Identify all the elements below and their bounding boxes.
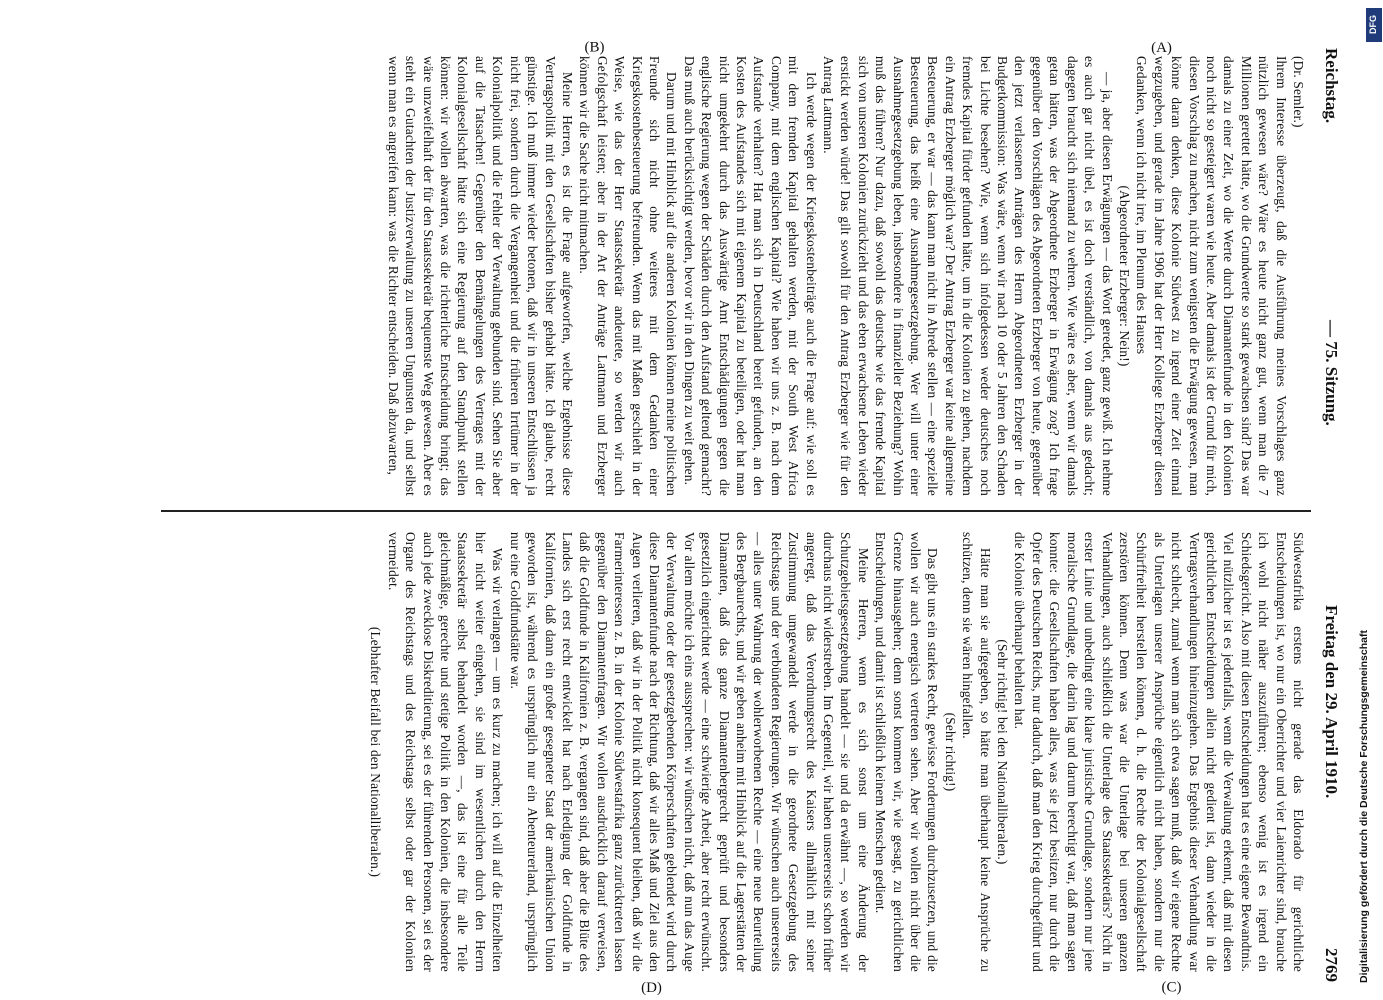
digitization-note-text: Digitalisierung gefördert durch die Deutsche Forschungsgemeinschaft: [1358, 630, 1370, 983]
running-head-center: — 75. Sitzung.: [1322, 320, 1341, 426]
running-head-date: Freitag den 29. April 1910.: [1322, 605, 1341, 799]
margin-marker-c: (C): [1161, 979, 1182, 996]
right-column: [367, 532, 1307, 972]
paragraph: Ihrem Interesse überzeugt, daß die Ausführung meines Vorschlages ganz nützlich gewesen wäre? Wäre es heute nicht ganz gut, wenn man die 7 Millionen gerettet hätte, wo die Grundwerte so stark gewachsen sind? Das war damals zu einer Zeit, wo die Werte durch Diamantenfunde in den Kolonien noch nicht so gesteigert waren wie heute. Aber damals ist der Grund für mich, diesen Vorschlag zu machen, nicht zum wenigsten die Erwägung gewesen, man könne daran denken, diese Kolonie Südwest zu irgend einer Zeit einmal wegzugeben, und gerade im Jahre 1906 hat der Herr Kollege Erzberger diesen Gedanken, wenn ich nicht irre, im Plenum des Hauses: [1134, 56, 1289, 496]
paragraph: Hätte man sie aufgegeben, so hätte man überhaupt keine Ansprüche zu schützen, denn sie wären hingefallen.: [960, 532, 993, 972]
column-divider: [161, 510, 1311, 512]
interjection: (Lebhafter Beifall bei den Nationalliberalen.): [368, 626, 384, 878]
paragraph: Darum und mit Hinblick auf die anderen Kolonien können meine politischen Freunde sich nicht ohne weiteres mit dem Gedanken einer Kriegskostenbesteuerung befreunden. Wenn das mit Maßen geschieht in der Weise, wie das der Herr Staatssekretär andeutete, so werden wir auch Gefolgschaft leisten; aber in der Art der Anträge Lattmann und Erzberger können wir die Sache nicht mitmachen.: [577, 56, 680, 496]
paragraph: Was wir verlangen — um es kurz zu machen; ich will auf die Einzelheiten hier nicht weiter eingehen, sie sind im wesentlichen durch den Herrn Staatssekretär selbst behandelt worden —, das ist eine für alle Teile gleichmäßige, gerechte und stetige Politik in den Kolonien, die insbesondere auch jede zwecklose Diskreditierung, sei es der führenden Personen, sei es der Organe des Reichstags und des Reichstags selbst oder gar der Kolonien vermeidet.: [385, 532, 506, 972]
rotated-page: [55, 39, 1345, 996]
interjection: (Sehr richtig!): [942, 712, 958, 792]
margin-marker-b: (B): [584, 39, 605, 56]
speaker-label: (Dr. Semler.): [1291, 56, 1306, 128]
paragraph: Südwestafrika erstens nicht gerade das Eldorado für gerichtliche Entscheidungen ist, wo nur ein Oberrichter und vier Laienrichter sind, brauche ich wohl nicht näher auszuführen; ebenso wenig ist es irgend ein Schiedsgericht. Also mit diesen Entscheidungen hat es eine eigene Bewandtnis. Viel nützlicher ist es jedenfalls, wenn die Verwaltung erkennt, daß mit diesen gerichtlichen Entscheidungen allein nicht gedient ist, dann wieder in die Vertragsverhandlungen hineinzugehen. Das Ergebnis dieser Verhandlung war nicht schlecht, zumal wenn man sich etwa sagen muß, daß wir eigene Rechte als Unterlagen unserer Ansprüche eigentlich nicht haben, sondern nur die Schürffreiheit herstellen können, d. h. die Rechte der Kolonialgesellschaft zerstören können. Denn was war die Unterlage bei unseren ganzen Verhandlungen, auch schließlich die Unterlage des Staatssekretärs? Nicht in erster Linie und unbedingt eine klare juristische Grundlage, sondern nur jene moralische Grundlage, die darin lag und darum berechtigt war, daß man sagen konnte: die Gesellschaften haben alles, was sie jetzt besitzen, nur durch die Opfer des Deutschen Reichs, nur dadurch, daß man den Krieg durchgeführt und die Kolonie überhaupt behalten hat.: [1012, 532, 1306, 972]
interjection: (Abgeordneter Erzberger: Nein!): [1116, 185, 1132, 367]
page-number: 2769: [1322, 948, 1341, 982]
running-head: [1315, 40, 1345, 990]
paragraph: Ich werde wegen der Kriegskostenbeiträge auch die Frage auf: wie soll es mit dem fremden Kapital gehalten werden, mit der South West Africa Company, mit dem englischen Kapital? Wie haben wir uns z. B. nach dem Aufstande verhalten? Hat man sich in Deutschland bereit gefunden, an den Kosten des Aufstandes sich mit eigenem Kapital zu beteiligen, oder hat man nicht umgekehrt durch das Auswärtige Amt Entschädigungen gegen die englische Regierung wegen der Schäden durch den Aufstand geltend gemacht? Das muß auch berücksichtigt werden, bevor wir in den Dingen zu weit gehen.: [681, 56, 819, 496]
digitization-note: [1355, 8, 1383, 993]
dfg-logo: DFG: [1366, 8, 1382, 42]
margin-marker-d: (D): [641, 979, 662, 996]
margin-marker-a: (A): [1151, 39, 1172, 56]
paragraph: Meine Herren, es ist die Frage aufgeworfen, welche Ergebnisse diese Vertragspolitik mit den Gesellschaften bisher gehabt hätte. Ich glaube, recht günstige. Ich muß immer wieder betonen, daß wir in unseren Entschlüssen ja nicht frei, sondern durch die Vergangenheit und die früheren Irrtümer in der Kolonialpolitik und die Fehler der Verwaltung gebunden sind. Sehen Sie aber auf die Tatsachen! Gegenüber den Bemängelungen des Vertrages mit der Kolonialgesellschaft hätte sich eine Regierung auf den Standpunkt stellen können: wir wollen abwarten, was die richterliche Entscheidung bringt; das wäre unzweifelhaft der für den Staatssekretär bequemste Weg gewesen. Aber es steht ein Gutachten der Justizverwaltung zu unseren Ungunsten da, und selbst wenn man es angreifen kann: was die Richter entscheiden. Daß abzuwarten,: [385, 56, 575, 496]
paragraph: — ja, aber diesen Erwägungen — das Wort geredet, ganz gewiß. Ich nehme es auch gar nicht übel, es ist doch verständlich, von damals aus gedacht; dagegen braucht sich niemand zu wehren. Wie wäre es aber, wenn wir damals getan hätten, was der Abgeordnete Erzberger in Erwägung zog? Ich frage gegenüber den Vorschlägen des Abgeordneten Erzberger von heute, gegenüber den jetzt verlassenen Anträgen des Herrn Abgeordneten Erzberger in der Budgetkommission: Was wäre, wenn wir nach 10 oder 5 Jahren den Schaden bei Lichte besehen? Wie, wenn sich infolgedessen weder deutsches noch fremdes Kapital fürder gefunden hätte, um in die Kolonien zu gehen, nachdem ein Antrag Erzberger möglich war? Der Antrag Erzberger war keine allgemeine Besteuerung, er war — das kann man nicht in Abrede stellen — eine spezielle Besteuerung, das heißt eine Ausnahmegesetzgebung. Wer will unter einer Ausnahmegesetzgebung leben, insbesondere in finanzieller Beziehung? Wohin muß das führen? Nur dazu, daß sowohl das deutsche wie das fremde Kapital sich von unseren Kolonien zurückzieht und das eben erwachsene Leben wieder erstickt werden würde! Das gilt sowohl für den Antrag Erzberger wie für den Antrag Lattmann.: [821, 56, 1115, 496]
running-head-left: Reichstag.: [1322, 48, 1341, 124]
paragraph: Meine Herren, wenn es sich sonst um eine Änderung der Schutzgebietsgesetzgebung handelt — sie und da erwähnt —, so werden wir durchaus nicht widerstreben. Im Gegenteil, wir haben unsererseits schon früher angeregt, daß das Verordnungsrecht des Kaisers allmählich mit seiner Zustimmung umgewandelt werde in die geordnete Gesetzgebung des Reichstags und der verbündeten Regierungen. Wir wünschen auch unsererseits — alles unter Wahrung der wohlerworbenen Rechte — eine neue Beurteilung des Bergbaurechts, und wir geben anheim mit Hinblick auf die Lagerstätten der Diamanten, daß das ganze Diamantenbergrecht geprüft und besonders gesetzlich eingerichtet werde — eine schwierige Arbeit, aber recht erwünscht. Vor allem möchte ich eins aussprechen: wir wünschen nicht, daß nun das Auge der Verwaltung oder der gesetzgebenden Körperschaften geblendet wird durch diese Diamantenfunde nach der Richtung, daß wir alles Maß und Ziel aus den Augen verlieren, daß wir in der Politik nicht konsequent bleiben, daß wir die Farmerinteressen z. B. in der Kolonie Südwestafrika ganz zurücktreten lassen gegenüber den Diamantenfragen. Wir wollen ausdrücklich darauf verweisen, daß die Goldfunde in Kalifornien z. B. vergangen sind, daß aber die Blüte des Landes sich erst recht entwickelt hat nach Erledigung der Goldfunde in Kalifornien, daß dann ein großer gesegneter Staat der amerikanischen Union geworden ist, während es ursprünglich nur ein Abenteurerland, ursprünglich nur eine Goldfundstätte war.: [507, 532, 871, 972]
interjection: (Sehr richtig! bei den Nationalliberalen.): [995, 639, 1011, 865]
paragraph: Das gibt uns ein starkes Recht, gewisse Forderungen durchzusetzen, und die wollen wir auch energisch vertreten sehen. Aber wir wollen nicht über die Grenze hinausgehen; denn sonst kommen wir, wie gesagt, zu gerichtlichen Entscheidungen, und damit ist schließlich keinem Menschen gedient.: [873, 532, 941, 972]
left-column: [384, 56, 1307, 496]
